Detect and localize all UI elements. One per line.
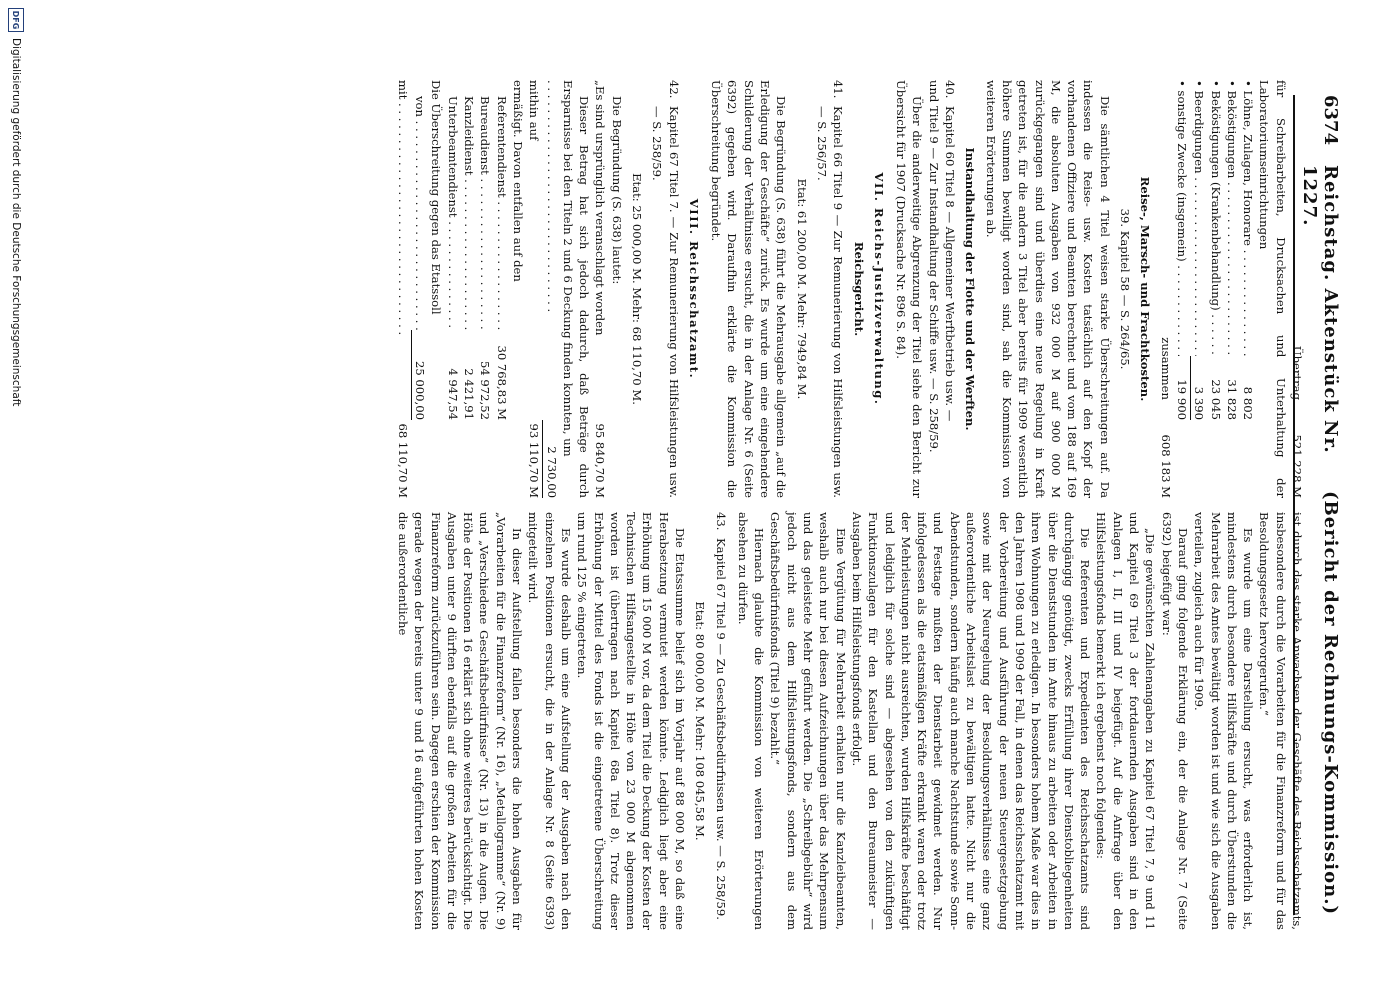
cost-item-value: 3 390 (1192, 386, 1207, 420)
footer-text: Digitalisierung gefördert durch die Deutsche Forschungsgemeinschaft (10, 38, 22, 407)
dfg-logo-icon: DFG (8, 8, 24, 32)
uebertrag-row (1289, 80, 1305, 498)
header-title: Reichstag. Aktenstück Nr. 1227. (1299, 165, 1341, 454)
um-row (542, 80, 559, 498)
section-heading-justiz: VII. Reichs-Justizverwaltung. (871, 172, 886, 406)
paragraph: Es wurde deshalb um eine Aufstellung der Ausgaben nach den einzelnen Positionen ersucht, die in der Anlage Nr. 8 (Seite 6393) mitgeteilt wird. (526, 512, 573, 930)
mit-label: mit (395, 80, 410, 100)
cost-intro: für Schreibarbeiten, Drucksachen und Unterhaltung der Laboratoriumseinrichtungen (1257, 80, 1288, 498)
von-label: von (413, 96, 428, 117)
paragraph: Die sämtlichen 4 Titel weisen starke Überschreitungen auf. Da indessen die Reise- usw. Kosten tatsächlich auf den Kopf der vorhandenen Offiziere und Beamten berechnet und vom 188 auf 169 M, die absoluten Ausgaben von 932 000 M auf 900 000 M zurückgegangen sind und überdies eine neue Regelung in Kraft getreten ist, für die andern 3 Titel aber bereits für 1909 wesentlich höhere Summen bewilligt worden sind, sah die Kommission von weiteren Erörterungen ab. (983, 80, 1112, 498)
um-value: 2 730,00 (542, 420, 559, 498)
item-text: Kapitel 60 Titel 8 — Allgemeiner Werftbetrieb usw. — (943, 106, 958, 422)
numbered-item (814, 80, 847, 498)
von-value: 25 000,00 (411, 330, 428, 420)
breakdown-label: Kanzleidienst (462, 96, 477, 176)
paragraph: Eine Vergütung für Mehrarbeit erhalten nur die Kanzleibeamten, weshalb auch nur bei diesen Aufzeichnungen über das Mehrpensum und das geleistete Mehr geführt werden. Die „Schreibgebühr“ wird jedoch nicht aus dem Hilfsleistungsfonds, sondern aus dem Geschäftsbedürfnisfonds (Titel 9) bezahlt.“ (768, 512, 848, 930)
page-number: 6374 (1320, 95, 1341, 146)
left-column (395, 80, 1305, 498)
mithin-label: mithin auf (527, 80, 542, 141)
quote-label: „Es sind ursprünglich veranschlagt worden (593, 80, 608, 336)
ueberschreitung-label: Die Überschreitung gegen das Etatssoll (429, 80, 444, 315)
breakdown-item (461, 80, 477, 498)
quote-value: 95 840,70 M (593, 423, 608, 498)
von-row (411, 80, 428, 498)
breakdown-item (444, 80, 460, 498)
breakdown-label: Referentendienst (494, 96, 509, 198)
zusammen-value: 608 183 M (1158, 434, 1173, 498)
digitization-footer (4, 0, 28, 1000)
item-text: Kapitel 67 Titel 7. — Zur Remunerierung von Hilfsleistungen usw. — S. 258/59. (650, 106, 681, 498)
cost-item: • Beerdigungen . . . 3 390 (1191, 80, 1207, 498)
paragraph: Die Referenten und Expedienten des Reichsschatzamts sind durchgängig genötigt, zwecks Erfüllung ihrer Dienstobliegenheiten über die Dienststunden im Amte hinaus zu arbeiten oder Arbeiten in ihren Wohnungen zu erledigen. In besonders hohem Maße war dies in den Jahren 1908 und 1909 der Fall, in denen das Reichsschatzamt mit der Vorbereitung und Ausführung der neuen Steuergesetzgebung sowie mit der Neuregelung der Besoldungsverhältnisse eine ganz außerordentliche Arbeitslast zu bewältigen hatte. Nicht nur die Abendstunden, sondern häufig auch manche Nachtstunde sowie Sonn- und Festtage mußten der Dienstarbeit gewidmet werden. Nur infolgedessen als die etatsmäßigen Kräfte erkrankt waren oder trotz der Mehrleistungen nicht ausreichten, wurden Hilfskräfte beschäftigt und lediglich für solche sind — abgesehen von den zukünftigen Funktionszulagen für den Kastellan und den Bureaumeister — Ausgaben beim Hilfsleistungsfonds erfolgt. (849, 512, 1093, 930)
breakdown-value: 2 421,91 (462, 368, 477, 420)
cost-item: • Beköstigungen (Krankenbehandlung) . . . 23 045 (1207, 80, 1223, 498)
paragraph: Darauf ging folgende Erklärung ein, der die Anlage Nr. 7 (Seite 6392) beigefügt war: (1159, 512, 1190, 930)
paragraph: Es wurde um eine Darstellung ersucht, was erforderlich ist, mindestens durch besondere Hilfskräfte und durch Überstunden die Mehrarbeit des Amtes bewältigt worden ist und wie sich die Ausgaben verteilen, zugleich auch für 1909. (1192, 512, 1256, 930)
cost-item: • Beköstigungen . . . 31 828 (1224, 80, 1240, 498)
item-number: 43. (713, 512, 728, 531)
paragraph: Dieser Betrag hat sich jedoch dadurch, daß Beträge durch Ersparnisse bei den Titeln 2 und 6 Deckung finden konnten, um (560, 80, 592, 498)
breakdown-list (444, 80, 509, 498)
uebertrag-value: 521 228 M (1290, 434, 1304, 498)
paragraph: Über die anderweitige Abgrenzung der Titel siehe den Bericht zur Übersicht für 1907 (Drucksache Nr. 896 S. 84). (894, 80, 925, 498)
breakdown-item (477, 80, 493, 498)
paragraph: In dieser Aufstellung fallen besonders die hohen Ausgaben für „Vorarbeiten für die Finanzreform“ (Nr. 16), „Metallogramme“ (Nr. 9) und „Verschiedene Geschäftsbedürfnisse“ (Nr. 13) in die Augen. Die Höhe der Positionen 16 erklärt sich ohne weiteres berücksichtigt. Die Ausgaben unter 9 dürften ebenfalls auf die großen Arbeiten für die Finanzreform zurückzuführen sein. Dagegen erschien der Kommission gerade wegen der bereits unter 9 und 16 aufgeführten hohen Kosten die außerordentliche (395, 512, 525, 930)
section-heading-reisekosten: Reise-, Marsch- und Frachtkosten. (1138, 176, 1153, 402)
breakdown-item (493, 80, 509, 498)
breakdown-value: 30 768,83 M (494, 345, 509, 420)
section-heading-flotte: Instandhaltung der Flotte und der Werften. (963, 147, 978, 431)
item-text: Kapitel 67 Titel 9 — Zu Geschäftsbedürfnissen usw. — S. 258/59. (713, 538, 728, 920)
breakdown-label: Unterbeamtendienst (445, 96, 460, 218)
paragraph: Die Etatssumme belief sich im Vorjahr auf 88 000 M, so daß eine Herabsetzung vermutet werden könnte. Lediglich liegt aber eine Erhöhung um 15 000 M vor, da dem Titel die Deckung der Kosten der Technischen Hilfsangestellte in Höhe von 23 000 M abgenommen worden ist (übertragen nach Kapitel 68a Titel 8). Trotz dieser Erhöhung der Mittel des Fonds ist die eingetretene Überschreitung um rund 125 % eingetreten. (575, 512, 688, 930)
mit-row (395, 80, 411, 498)
etat-line: Etat: 80 000,00 M. Mehr: 108 045,58 M. (693, 601, 708, 841)
paragraph: Die Begründung (S. 638) lautet: (609, 96, 624, 285)
section-heading-schatzamt: VIII. Reichsschatzamt. (686, 198, 701, 380)
breakdown-value: 4 947,54 (445, 368, 460, 420)
breakdown-value: 54 972,52 (478, 360, 493, 420)
cost-list (1174, 80, 1256, 498)
paragraph: „Die gewünschten Zahlenangaben zu Kapitel 67 Titel 7, 9 und 11 und Kapitel 69 Titel 3 der fortdauernden Ausgaben sind in den Anlagen I, II, III und IV beigefügt. Auf die Anfrage über den Hilfsleistungsfonds bemerkt ich ergebenst noch folgendes: (1094, 512, 1158, 930)
item-continuation: und Titel 9 — Zur Instandhaltung der Schiffe usw. — S. 258/59. (926, 80, 941, 453)
cost-item-label: Beköstigungen (1224, 90, 1239, 179)
quote-row (592, 80, 608, 498)
item-number: 41. (831, 80, 846, 99)
breakdown-label: Bureaudienst (478, 96, 493, 175)
cost-item-value: 19 900 (1174, 356, 1191, 420)
zusammen-label: zusammen (1158, 337, 1173, 400)
cost-item-label: Löhne, Zulagen, Honorare (1241, 90, 1256, 247)
subsection-heading-reichsgericht: Reichsgericht. (851, 241, 866, 337)
cost-item-label: Beköstigungen (Krankenbehandlung) (1208, 90, 1223, 311)
item-number: 42. (666, 80, 681, 99)
cost-item: • Löhne, Zulagen, Honorare . . . 8 802 (1240, 80, 1256, 498)
item-number: 40. (943, 80, 958, 99)
cost-item: • sonstige Zwecke (insgemein) . . . 19 900 (1174, 80, 1191, 498)
cost-item-value: 8 802 (1241, 386, 1256, 420)
paragraph: ermäßigt. Davon entfallen auf den (510, 80, 525, 282)
paragraph: Hiernach glaubte die Kommission von weiteren Erörterungen absehen zu dürfen. (735, 512, 767, 930)
numbered-item (942, 80, 958, 498)
etat-line: Etat: 61 200,00 M. Mehr: 7949,84 M. (794, 178, 809, 400)
numbered-item (712, 512, 728, 930)
cost-item-label: sonstige Zwecke (insgemein) (1174, 90, 1189, 262)
numbered-item (649, 80, 682, 498)
paragraph: ist durch das starke Anwachsen der Geschäfte des Reichsschatzamts, insbesondere durch die Vorarbeiten für die Finanzreform und für das Besoldungsgesetz hervorgerufen.“ (1257, 512, 1304, 930)
uebertrag-label: Übertrag (1290, 345, 1304, 400)
paragraph: Die Begründung (S. 638) führt die Mehrausgabe allgemein „auf die Erledigung der Geschäfte“ zurück. Es wurde um eine eingehendere Schilderung der Verhältnisse ersucht, die in der Anlage Nr. 6 (Seite 6392) gegeben wird. Daraufhin erklärte die Kommission die Überschreitung begründet. (709, 80, 789, 498)
etat-line: Etat: 25 000,00 M. Mehr: 68 110,70 M. (630, 173, 645, 405)
cost-item-value: 23 045 (1208, 379, 1223, 420)
cost-item-label: Beerdigungen (1192, 90, 1207, 174)
cost-item-value: 31 828 (1224, 379, 1239, 420)
mithin-value: 93 110,70 M (527, 423, 542, 498)
header-section: (Bericht der Rechnungs-Kommission.) (1320, 491, 1341, 915)
item-reference: 39. Kapitel 58 — S. 264/65. (1118, 208, 1133, 370)
zusammen-row (1157, 80, 1173, 498)
right-column (395, 512, 1305, 930)
item-text: Kapitel 66 Titel 9 — Zur Remunerierung von Hilfsleistungen usw. — S. 256/57. (814, 106, 846, 498)
mit-value: 68 110,70 M (395, 423, 410, 498)
mithin-row (526, 80, 542, 498)
